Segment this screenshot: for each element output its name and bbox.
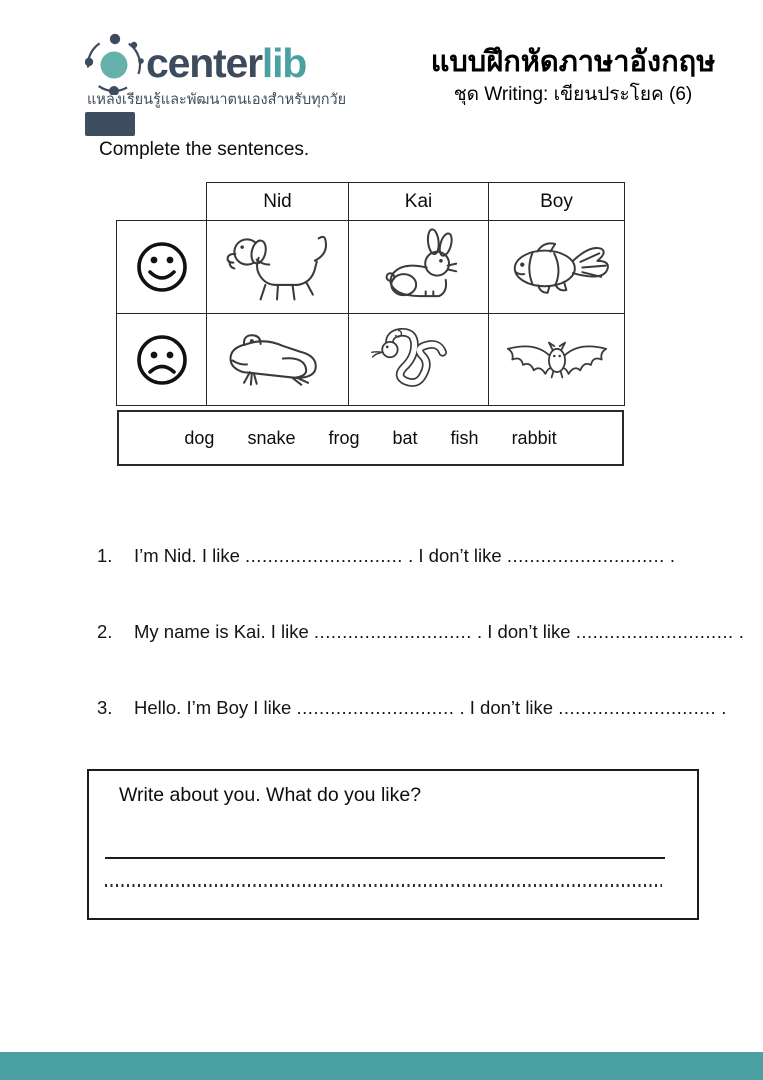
brand-tagline: แหล่งเรียนรู้และพัฒนาตนเองสำหรับทุกวัย	[87, 92, 347, 108]
sentence-2	[97, 621, 744, 643]
sentence-1	[97, 545, 737, 567]
sentence-text: .	[664, 545, 676, 566]
sentence-text: My name is Kai. I like	[134, 621, 314, 642]
write-about-you-box	[87, 769, 699, 920]
sentence-text: I’m Nid. I like	[134, 545, 246, 566]
fill-in-blank: ............................	[296, 697, 455, 718]
sentence-text: .	[716, 697, 727, 718]
preference-table	[117, 183, 625, 406]
writing-line-dotted	[105, 884, 662, 887]
logo-text-accent: lib	[261, 40, 307, 86]
sad-face-icon	[116, 313, 207, 406]
frog-illustration	[206, 313, 349, 406]
word-bank-item: dog	[184, 427, 215, 448]
column-header-boy: Boy	[488, 182, 625, 221]
centerlib-logo-text	[146, 40, 306, 87]
bat-illustration	[488, 313, 625, 406]
fill-in-blank: ............................	[313, 621, 472, 642]
write-prompt: Write about you. What do you like?	[119, 784, 422, 806]
fill-in-blank: ............................	[245, 545, 403, 566]
centerlib-logo-icon	[85, 31, 145, 95]
column-header-kai: Kai	[348, 182, 489, 221]
word-bank-item: rabbit	[511, 427, 557, 448]
fill-in-blank: ............................	[506, 545, 665, 566]
word-bank-item: frog	[328, 427, 360, 448]
sentence-text: .	[733, 621, 744, 642]
fill-in-blank: ............................	[558, 697, 717, 718]
fill-in-blank: ............................	[575, 621, 734, 642]
sentence-text: . I don’t like	[471, 621, 576, 642]
fish-illustration	[488, 220, 625, 314]
dog-illustration	[206, 220, 349, 314]
word-bank-item: fish	[450, 427, 479, 448]
worksheet-subtitle: ชุด Writing: เขียนประโยค (6)	[453, 84, 693, 105]
word-bank	[117, 410, 624, 466]
sentence-3	[97, 697, 737, 719]
logo-text-primary: center	[146, 40, 262, 86]
word-bank-item: bat	[392, 427, 418, 448]
rabbit-illustration	[348, 220, 489, 314]
sentence-number: 1.	[97, 545, 113, 566]
sentence-text: Hello. I’m Boy I like	[134, 697, 297, 718]
sentence-number: 3.	[97, 697, 113, 718]
snake-illustration	[348, 313, 489, 406]
footer-brand-bar	[0, 1052, 763, 1080]
worksheet-title: แบบฝึกหัดภาษาอังกฤษ	[430, 46, 716, 78]
word-bank-item: snake	[247, 427, 296, 448]
brand-accent-box	[85, 112, 135, 136]
column-header-nid: Nid	[206, 182, 349, 221]
writing-line-solid	[105, 857, 665, 859]
smiley-face-icon	[116, 220, 207, 314]
sentence-text: . I don’t like	[402, 545, 507, 566]
sentence-text: . I don’t like	[454, 697, 559, 718]
table-corner-spacer	[117, 182, 207, 221]
sentence-number: 2.	[97, 621, 113, 642]
instruction-text: Complete the sentences.	[99, 139, 310, 160]
